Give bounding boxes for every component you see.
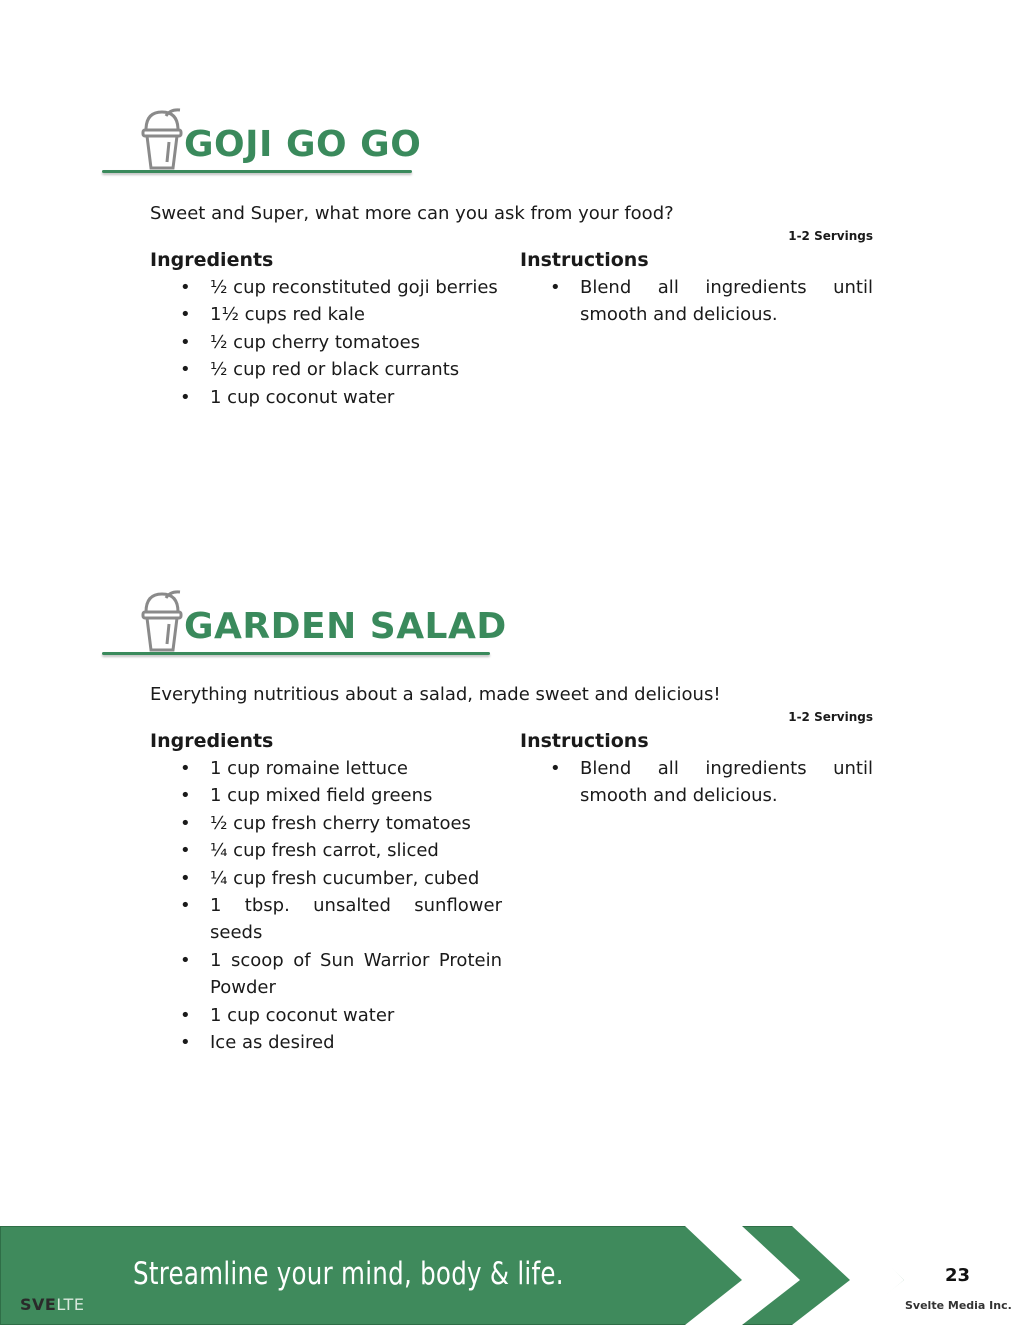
list-item: • Ice as desired	[150, 1029, 502, 1056]
servings-label: 1-2 Servings	[788, 710, 873, 724]
recipe-title: GARDEN SALAD	[184, 606, 507, 647]
logo-light-part: LTE	[56, 1295, 85, 1314]
smoothie-cup-icon	[140, 108, 184, 172]
brand-logo	[20, 1295, 84, 1314]
ingredients-list	[150, 274, 502, 411]
footer-slogan: Streamline your mind, body & life.	[133, 1256, 564, 1292]
instructions-heading: Instructions	[520, 249, 649, 271]
recipe-title: GOJI GO GO	[184, 124, 422, 165]
company-name: Svelte Media Inc.	[905, 1299, 1012, 1312]
servings-label: 1-2 Servings	[788, 229, 873, 243]
list-item: • ¼ cup fresh cucumber, cubed	[150, 865, 502, 892]
ingredients-heading: Ingredients	[150, 249, 274, 271]
list-item: • Blend all ingredients until smooth and delicious.	[520, 755, 873, 810]
list-item: • ½ cup cherry tomatoes	[150, 329, 502, 356]
list-item: • 1½ cups red kale	[150, 301, 502, 328]
list-item: • 1 cup coconut water	[150, 1002, 502, 1029]
title-underline	[102, 170, 412, 173]
recipe-title-row	[102, 590, 507, 660]
list-item: • 1 scoop of Sun Warrior Protein Powder	[150, 947, 502, 1002]
ingredients-heading: Ingredients	[150, 730, 274, 752]
list-item: • 1 tbsp. unsalted sunflower seeds	[150, 892, 502, 947]
list-item: • ¼ cup fresh carrot, sliced	[150, 837, 502, 864]
list-item: • 1 cup coconut water	[150, 384, 502, 411]
recipe-tagline: Everything nutritious about a salad, made sweet and delicious!	[150, 684, 721, 705]
ingredients-list	[150, 755, 502, 1056]
list-item: • ½ cup reconstituted goji berries	[150, 274, 502, 301]
title-underline	[102, 652, 490, 655]
page-number: 23	[945, 1265, 971, 1286]
list-item: • 1 cup romaine lettuce	[150, 755, 502, 782]
recipe-title-row	[102, 108, 422, 178]
instructions-list	[520, 755, 873, 810]
list-item: • ½ cup fresh cherry tomatoes	[150, 810, 502, 837]
logo-bold-part: SVE	[20, 1295, 57, 1314]
list-item: • ½ cup red or black currants	[150, 356, 502, 383]
instructions-list	[520, 274, 873, 329]
smoothie-cup-icon	[140, 590, 184, 654]
footer-banner	[0, 1226, 1024, 1325]
list-item: • Blend all ingredients until smooth and delicious.	[520, 274, 873, 329]
list-item: • 1 cup mixed field greens	[150, 782, 502, 809]
recipe-tagline: Sweet and Super, what more can you ask from your food?	[150, 203, 674, 224]
instructions-heading: Instructions	[520, 730, 649, 752]
